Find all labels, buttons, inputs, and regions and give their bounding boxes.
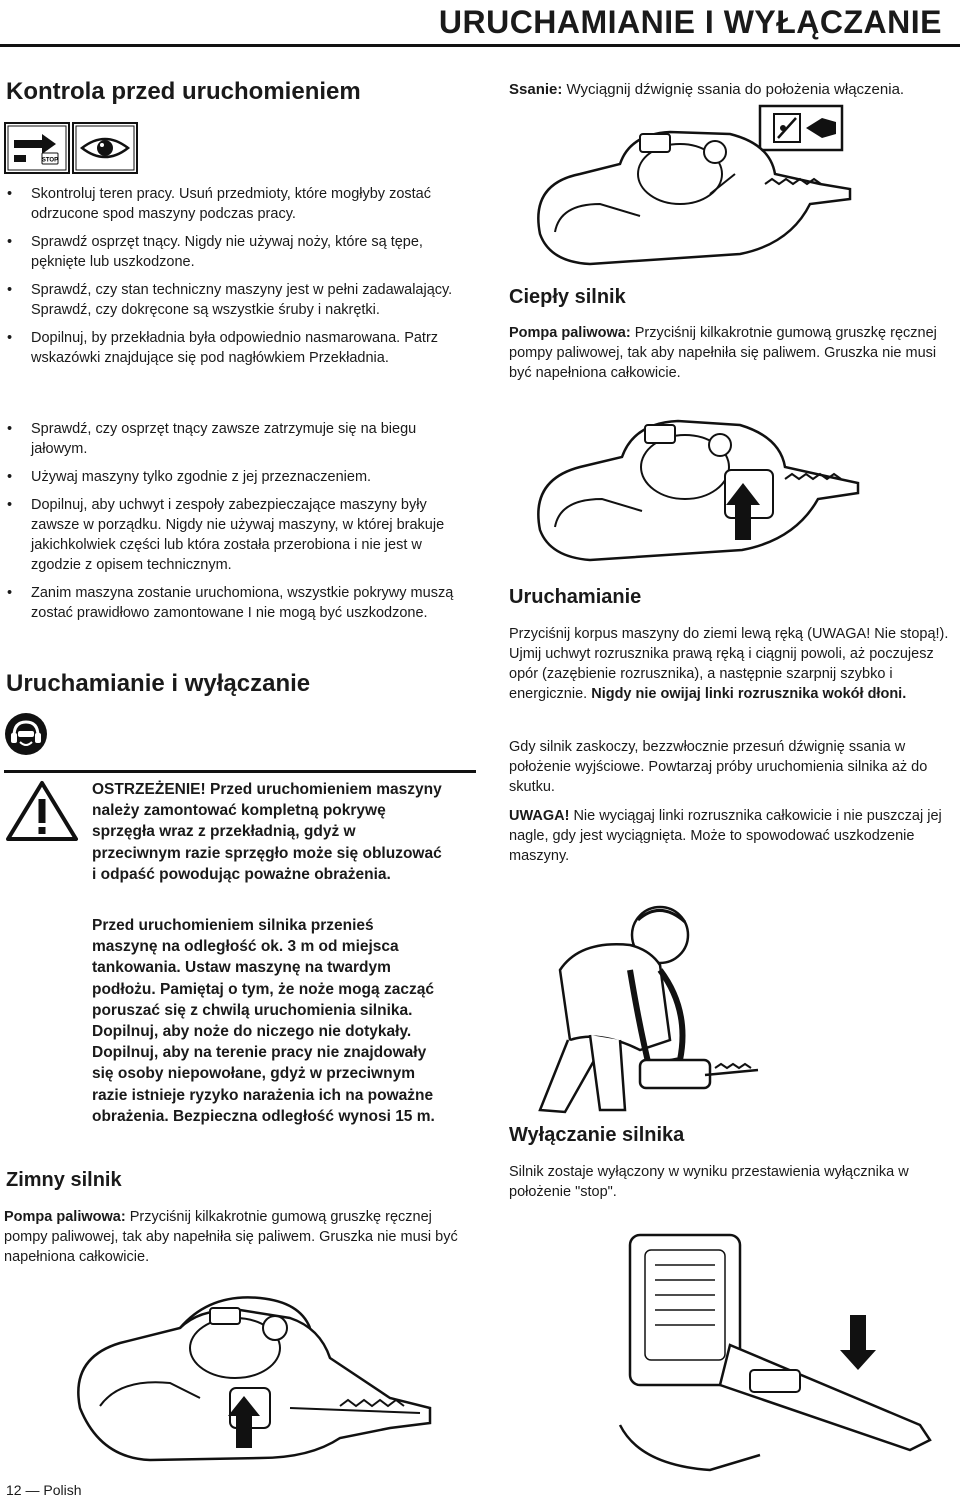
footer-dash: — xyxy=(25,1482,40,1498)
stop-engine-text: Silnik zostaje wyłączony w wyniku przestawienia wyłącznika w położenie "stop". xyxy=(509,1164,909,1200)
warm-engine-text xyxy=(509,323,957,383)
list-item: • Skontroluj teren pracy. Usuń przedmioty, które mogłyby zostać odrzucone spod maszyny podczas pracy. xyxy=(4,184,474,224)
starting-instruction: Przyciśnij korpus maszyny do ziemi lewą ręką (UWAGA! Nie stopą!). Ujmij uchwyt rozrusznika prawą ręką i ciągnij powoli, aż poczujesz opór (zazębienie rozrusznika), a następnie szarpnij szybko i energicznie. xyxy=(509,626,949,702)
choke-text xyxy=(509,80,949,100)
warm-engine-heading: Ciepły silnik xyxy=(509,286,626,308)
hedge-trimmer-primer-illustration xyxy=(60,1288,440,1466)
choke-illustration xyxy=(530,104,855,274)
list-item: • Zanim maszyna zostanie uruchomiona, wszystkie pokrywy muszą zostać prawidłowo zamontowane I nie mogą być uszkodzone. xyxy=(4,583,474,623)
warning-text: Przed uruchomieniem maszyny należy zamontować kompletną pokrywę sprzęgła wraz z przekładnią, gdyż w przeciwnym razie sprzęgło może się obluzować i odpaść powodując poważne obrażenia. xyxy=(92,781,442,883)
starting-note xyxy=(509,806,957,866)
footer-language: Polish xyxy=(43,1482,82,1498)
list-item: • Używaj maszyny tylko zgodnie z jej przeznaczeniem. xyxy=(4,467,474,487)
page-footer xyxy=(6,1482,82,1498)
list-item: • Dopilnuj, by przekładnia była odpowiednio nasmarowana. Patrz wskazówki znajdujące się pod nagłówkiem Przekładnia. xyxy=(4,328,474,368)
cold-engine-text xyxy=(4,1207,460,1267)
warning-label: OSTRZEŻENIE! xyxy=(92,781,206,798)
list-item: • Sprawdź osprzęt tnący. Nigdy nie używaj noży, które są tępe, pęknięte lub uszkodzone. xyxy=(4,232,474,272)
note-text: Nie wyciągaj linki rozrusznika całkowicie i nie puszczaj jej nagle, gdy jest wyciągnięta. Może to spowodować uszkodzenie maszyny. xyxy=(509,808,942,864)
fuel-pump-text: Przyciśnij kilkakrotnie gumową gruszkę ręcznej pompy paliwowej, tak aby napełniła się paliwem. Gruszka nie musi być napełniona całkowicie. xyxy=(4,1209,458,1265)
note-label: UWAGA! xyxy=(509,808,570,824)
warm-fuel-pump-label: Pompa paliwowa: xyxy=(509,325,631,341)
warning-paragraph-1 xyxy=(92,779,442,885)
start-stop-heading: Uruchamianie i wyłączanie xyxy=(6,670,311,697)
warm-fuel-pump-text: Przyciśnij kilkakrotnie gumową gruszkę ręcznej pompy paliwowej, tak aby napełniła się paliwem. Gruszka nie musi być napełniona całkowicie. xyxy=(509,325,937,381)
hedge-trimmer-start-illustration xyxy=(530,395,860,570)
starting-text-1 xyxy=(509,624,957,704)
choke-instruction: Wyciągnij dźwignię ssania do położenia włączenia. xyxy=(566,81,905,98)
warning-triangle-icon xyxy=(6,780,78,842)
arrow-stop-icon xyxy=(5,123,69,173)
warning-paragraph-2: Przed uruchomieniem silnika przenieś maszynę na odległość ok. 3 m od miejsca tankowania. Ustaw maszynę na twardym podłożu. Pamiętaj o tym, że noże mogą zacząć poruszać się z chwilą uruchomienia silnika. Dopilnuj, aby noże do niczego nie dotykały. Dopilnuj, aby na terenie pracy nie znajdowały się osoby niepowołane, gdyż w przeciwnym razie istnieje ryzyko narażenia ich na poważne obrażenia. Bezpieczna odległość wynosi 15 m. xyxy=(92,917,435,1125)
starting-heading: Uruchamianie xyxy=(509,586,642,608)
warning-rule xyxy=(4,770,476,773)
header-rule xyxy=(0,44,960,47)
check-list-1 xyxy=(4,184,474,376)
list-item: • Sprawdź, czy osprzęt tnący zawsze zatrzymuje się na biegu jałowym. xyxy=(4,419,474,459)
stop-engine-heading: Wyłączanie silnika xyxy=(509,1124,685,1146)
list-item: • Sprawdź, czy stan techniczny maszyny jest w pełni zadawalający. Sprawdź, czy dokręcone są wszystkie śruby i nakrętki. xyxy=(4,280,474,320)
svg-text:STOP: STOP xyxy=(41,157,59,164)
starting-text-2: Gdy silnik zaskoczy, bezzwłocznie przesuń dźwignię ssania w położenie wyjściowe. Powtarzaj próby uruchomienia silnika aż do skutku. xyxy=(509,739,928,795)
page-header-title: URUCHAMIANIE I WYŁĄCZANIE xyxy=(438,4,942,40)
page-number: 12 xyxy=(6,1482,22,1498)
person-starting-illustration xyxy=(520,890,760,1115)
starting-warning: Nigdy nie owijaj linki rozrusznika wokół dłoni. xyxy=(591,686,907,702)
stop-switch-illustration xyxy=(600,1225,940,1475)
choke-label: Ssanie: xyxy=(509,81,563,98)
protective-equipment-icon xyxy=(4,712,48,756)
fuel-pump-label: Pompa paliwowa: xyxy=(4,1209,126,1225)
list-item: • Dopilnuj, aby uchwyt i zespoły zabezpieczające maszyny były zawsze w porządku. Nigdy nie używaj maszyny, w której brakuje jakichkolwiek części lub która została przerobiona i nie jest w zgodzie z opisem technicznym. xyxy=(4,495,474,575)
pre-start-symbols xyxy=(4,122,138,174)
check-list-2 xyxy=(4,419,474,631)
cold-engine-heading: Zimny silnik xyxy=(6,1169,122,1191)
eye-icon xyxy=(73,123,137,173)
check-heading: Kontrola przed uruchomieniem xyxy=(6,78,361,105)
